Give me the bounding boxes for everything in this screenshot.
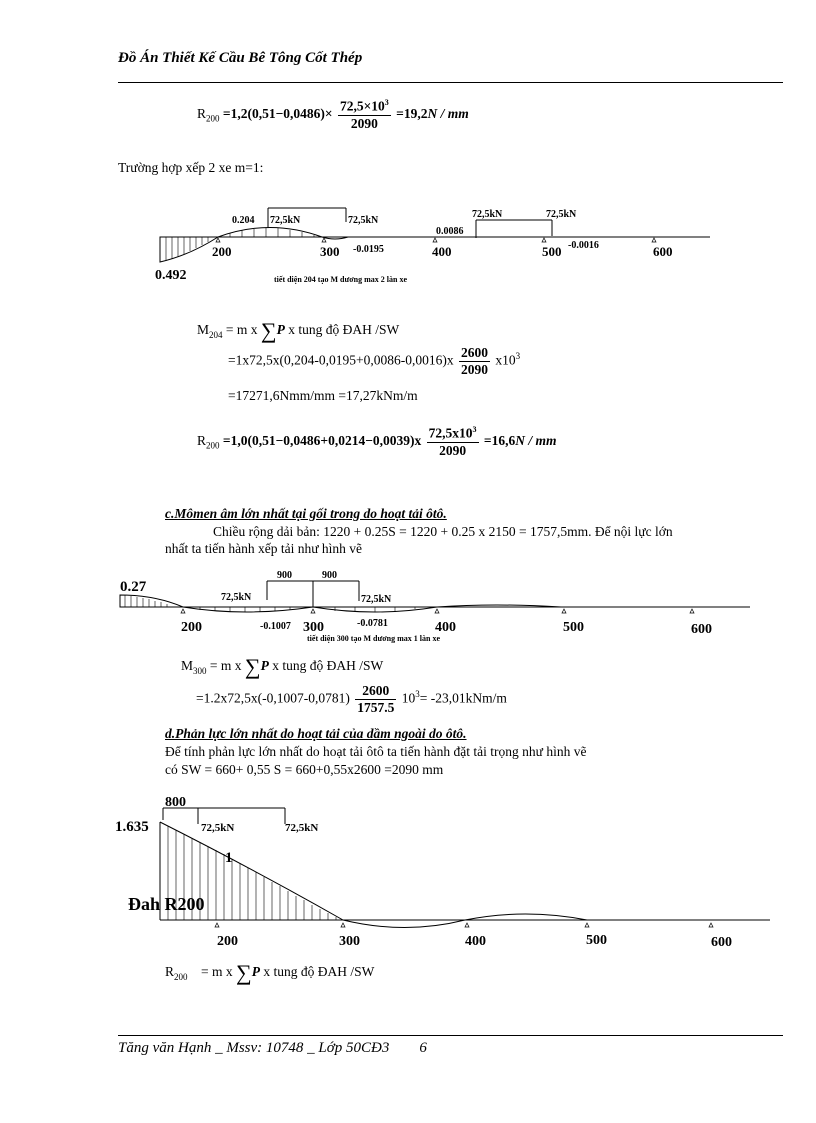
influence-diagram-r200 [115, 790, 775, 955]
value-1: 1 [225, 850, 233, 866]
diagram-caption: tiết diện 204 tạo M dương max 2 làn xe [274, 275, 408, 284]
equation-m204-line1: $M_{204} = m$ x ∑P x tung độ ĐAH /SW [197, 318, 400, 343]
diagram-caption: tiết diện 300 tạo M dương max 1 làn xe [307, 634, 441, 643]
value-00016: -0.0016 [568, 240, 599, 251]
support-label: 600 [691, 622, 712, 637]
header-rule [118, 82, 783, 83]
diagram-label: Đah R200 [128, 894, 205, 914]
load-label: 72,5kN [285, 822, 319, 834]
section-c-para2: nhất ta tiến hành xếp tải như hình vẽ [165, 541, 363, 556]
support-label: 300 [339, 934, 360, 949]
value-1635: 1.635 [115, 819, 149, 835]
support-label: 400 [435, 620, 456, 635]
section-d-title: d.Phản lực lớn nhất do hoạt tải của dầm ngoài do ôtô. [165, 726, 467, 741]
dimension-label: 900 [277, 570, 292, 581]
value-00195: -0.0195 [353, 244, 384, 255]
footer-rule [118, 1035, 783, 1036]
load-label: 72,5kN [361, 594, 392, 605]
value-00781: -0.0781 [357, 618, 388, 629]
support-label: 500 [586, 933, 607, 948]
section-d-para2: có SW = 660+ 0,55 S = 660+0,55x2600 =2090 mm [165, 762, 444, 777]
case2-intro: Trường hợp xếp 2 xe m=1: [118, 160, 264, 175]
load-label: 72,5kN [472, 209, 503, 220]
support-label: 500 [542, 244, 562, 259]
page-header-title: Đồ Án Thiết Kế Cầu Bê Tông Cốt Thép [118, 50, 363, 66]
load-label: 72,5kN [546, 209, 577, 220]
load-label: 72,5kN [221, 592, 252, 603]
dimension-label: 800 [165, 795, 186, 810]
section-c-title: c.Mômen âm lớn nhất tại gối trong do hoạt tải ôtô. [165, 506, 447, 521]
value-0204: 0.204 [232, 215, 255, 226]
support-label: 200 [217, 934, 238, 949]
equation-m300-line2: =1.2x72,5x(-0,1007-0,0781) $\frac{2600}{1757.5}$ $10^3= -23,01kNm/m$ [196, 683, 507, 715]
section-c-para1: Chiều rộng dải bản: 1220 + 0.25S = 1220 + 0.25 x 2150 = 1757,5mm. Để nội lực lớn [213, 524, 673, 539]
support-label: 200 [181, 620, 202, 635]
support-label: 400 [432, 244, 452, 259]
section-d-para1: Để tính phản lực lớn nhất do hoạt tải ôtô ta tiến hành đặt tải trọng như hình vẽ [165, 744, 587, 759]
support-label: 500 [563, 620, 584, 635]
equation-m300-line1: $M_{300} = m$ x ∑P x tung độ ĐAH /SW [181, 654, 384, 679]
load-label: 72,5kN [348, 215, 379, 226]
page-number: 6 [419, 1040, 427, 1056]
equation-m204-line2: =1x72,5x(0,204-0,0195+0,0086-0,0016)x $\frac{2600}{2090}$ $x10^3$ [228, 345, 521, 377]
value-027: 0.27 [120, 579, 147, 595]
footer-author: Tăng văn Hạnh _ Mssv: 10748 _ Lớp 50CĐ3 6 [118, 1040, 427, 1056]
equation-m204-line3: =17271,6Nmm/mm =17,27kNm/m [228, 388, 418, 403]
load-label: 72,5kN [270, 215, 301, 226]
support-label: 600 [653, 244, 673, 259]
support-label: 400 [465, 934, 486, 949]
influence-diagram-300 [115, 565, 755, 645]
influence-diagram-204 [150, 200, 720, 290]
equation-r200-case2: $R_{200} =1,0(0,51-0,0486+0,0214-0,0039)x$ $\frac{72,5x10^3}{2090}$ =16,6N / mm [197, 425, 557, 458]
equation-r200-final: $R_{200}$ = m x ∑P x tung độ ĐAH /SW [165, 960, 375, 985]
value-0492: 0.492 [155, 268, 187, 283]
support-label: 300 [303, 620, 324, 635]
dimension-label: 900 [322, 570, 337, 581]
equation-r200-case1: $R_{200} =1,2(0,51-0,0486)\times$ $\frac{72,5\times 10^3}{2090}$ =19,2N / mm [197, 98, 469, 131]
load-label: 72,5kN [201, 822, 235, 834]
support-label: 200 [212, 244, 232, 259]
value-00086: 0.0086 [436, 226, 464, 237]
support-label: 300 [320, 244, 340, 259]
value-01007: -0.1007 [260, 621, 291, 632]
support-label: 600 [711, 935, 732, 950]
